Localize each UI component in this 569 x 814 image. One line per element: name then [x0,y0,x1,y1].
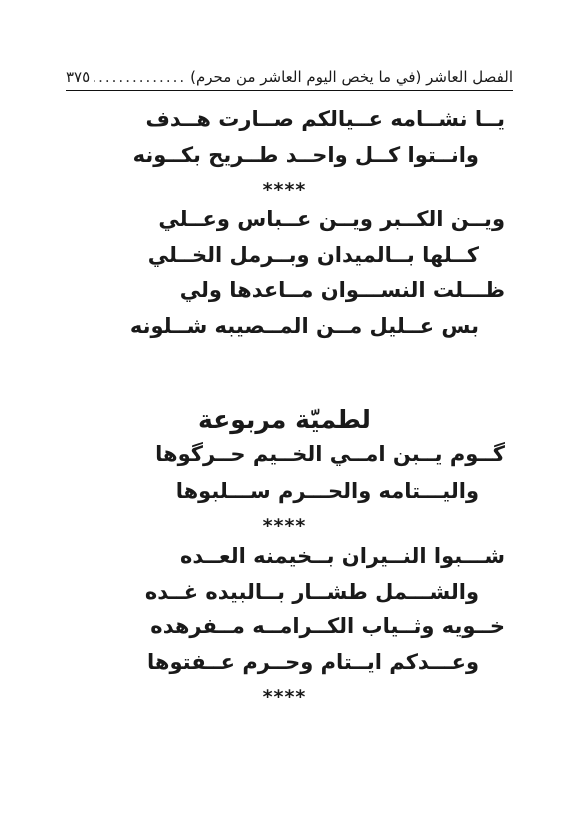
poem-line: يــا نشــامه عــيالكم صــارت هــدف [145,107,505,131]
leader-dots [94,68,186,86]
poem-line: شـــبوا النــيران بــخيمنه العــده [180,544,505,568]
poem-line: واليـــتامه والحـــرم ســـلبوها [175,479,479,503]
poem-line: والشـــمل طشــار بــالبيده غــده [144,580,479,604]
section-title: لطميّة مربوعة [198,405,371,434]
poem-line: وانــتوا كــل واحــد طــريح بكــونه [132,143,479,167]
poem-line: ظـــلت النســـوان مــاعدها ولي [179,278,505,302]
stanza-separator: **** [262,515,307,537]
poem-line: وعـــدكم ايــتام وحــرم عــفتوها [147,650,479,674]
poem-line: گــوم يــبن امــي الخــيم حــرگوها [155,442,505,466]
running-header [66,62,513,86]
stanza-separator: **** [262,179,307,201]
poem-line: كــلها بــالميدان وبــرمل الخــلي [147,243,479,267]
header-rule [66,90,513,91]
poem-line: ويــن الكــبر ويــن عــباس وعــلي [158,207,505,231]
chapter-title: الفصل العاشر (في ما يخص اليوم العاشر من محرم) [190,68,513,86]
page-number: ٣٧٥ [66,68,91,86]
stanza-separator: **** [262,686,307,708]
poem-line: خــويه وثــياب الكــرامــه مــفرهده [150,614,505,638]
poem-line: بس عــليل مــن المــصيبه شــلونه [129,314,479,338]
